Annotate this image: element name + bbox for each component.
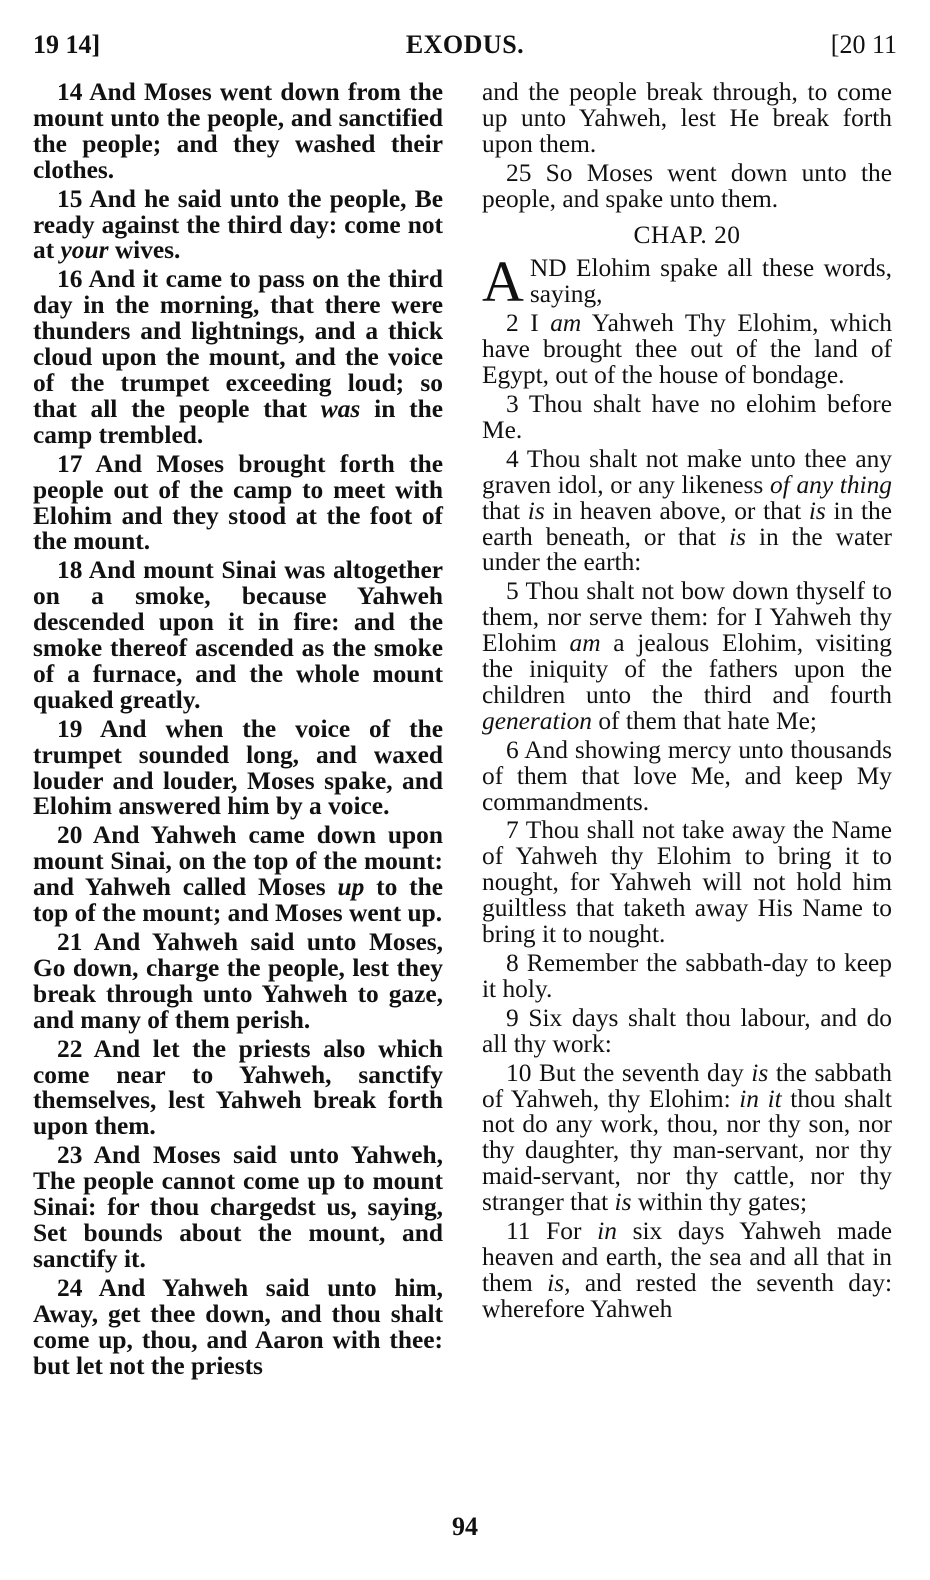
italic-text: generation — [482, 706, 593, 735]
italic-text: up — [337, 873, 365, 902]
verse-paragraph: 6 And showing mercy unto thousands of them that love Me, and keep My commandments. — [482, 735, 892, 816]
chapter-heading: CHAP. 20 — [633, 220, 741, 249]
italic-text: is — [751, 1058, 769, 1087]
italic-text: in — [597, 1217, 617, 1246]
italic-text: is — [808, 496, 826, 525]
verse-paragraph: 23 And Moses said unto Yahweh, The people cannot come up to mount Sinai: for thou chargedst us, saying, Set bounds about the mount, and sanctify it. — [33, 1141, 443, 1273]
verse-paragraph: 20 And Yahweh came down upon mount Sinai, on the top of the mount: and Yahweh called Moses up to the top of the mount; and Moses went up. — [33, 821, 443, 928]
header-book-title: EXODUS. — [405, 30, 525, 59]
verse-paragraph: 24 And Yahweh said unto him, Away, get thee down, and thou shalt come up, thou, and Aaron with thee: but let not the priests — [33, 1273, 443, 1380]
verse-paragraph: 16 And it came to pass on the third day in the morning, that there were thunders and lightnings, and a thick cloud upon the mount, and the voice of the trumpet exceeding loud; so that all the people that was in the camp trembled. — [33, 265, 443, 449]
verse-paragraph: 2 I am Yahweh Thy Elohim, which have brought thee out of the land of Egypt, out of the house of bondage. — [482, 309, 892, 390]
italic-text: of any thing — [770, 470, 892, 499]
drop-cap-letter: A — [482, 249, 524, 315]
verse-continuation: and the people break through, to come up unto Yahweh, lest He break forth upon them. — [482, 78, 892, 158]
verse-paragraph: 18 And mount Sinai was altogether on a smoke, because Yahweh descended upon it in fire: and the smoke thereof ascended as the smoke of a furnace, and the whole mount quaked greatly. — [33, 556, 443, 714]
verse-paragraph: 17 And Moses brought forth the people out of the camp to meet with Elohim and they stood at the foot of the mount. — [33, 449, 443, 556]
left-column — [33, 80, 443, 1382]
page-header — [33, 30, 897, 70]
italic-text: is, — [547, 1268, 571, 1297]
italic-text: was — [320, 394, 361, 423]
italic-text: is — [527, 496, 545, 525]
verse-paragraph: 3 Thou shalt have no elohim before Me. — [482, 389, 892, 444]
italic-text: your — [60, 236, 109, 265]
verse-paragraph: 11 For in six days Yahweh made heaven and earth, the sea and all that in them is, and rested the seventh day: wherefore Yahweh — [482, 1217, 892, 1323]
italic-text: am — [569, 629, 601, 658]
verse-1-dropcap: AND Elohim spake all these words, saying, — [482, 249, 892, 315]
italic-text: is — [729, 522, 746, 551]
verse-paragraph: 5 Thou shalt not bow down thyself to them, nor serve them: for I Yahweh thy Elohim am a jealous Elohim, visiting the iniquity of the fathers upon the children unto the third and fourth generation of them that hate Me; — [482, 577, 892, 735]
italic-text: am — [550, 309, 582, 338]
verse-paragraph: 21 And Yahweh said unto Moses, Go down, charge the people, lest they break through unto Yahweh to gaze, and many of them perish. — [33, 928, 443, 1034]
verse-paragraph: 22 And let the priests also which come near to Yahweh, sanctify themselves, lest Yahweh break forth upon them. — [33, 1034, 443, 1141]
verse-paragraph: 25 So Moses went down unto the people, and spake unto them. — [482, 158, 892, 213]
verse-paragraph: 7 Thou shall not take away the Name of Yahweh thy Elohim to bring it to nought, for Yahweh will not hold him guiltless that taketh away His Name to bring it to nought. — [482, 816, 892, 949]
italic-text: in it — [739, 1084, 782, 1113]
verse-paragraph: 14 And Moses went down from the mount unto the people, and sanctified the people; and they washed their clothes. — [33, 78, 443, 184]
verse-paragraph: 15 And he said unto the people, Be ready against the third day: come not at your wives. — [33, 184, 443, 265]
header-verse-range-start: 19 14] — [33, 30, 101, 59]
verse-paragraph: 19 And when the voice of the trumpet sounded long, and waxed louder and louder, Moses spake, and Elohim answered him by a voice. — [33, 714, 443, 821]
verse-paragraph: 9 Six days shalt thou labour, and do all thy work: — [482, 1003, 892, 1058]
verse-paragraph: 4 Thou shalt not make unto thee any graven idol, or any likeness of any thing that is in heaven above, or that is in the earth beneath, or that is in the water under the earth: — [482, 444, 893, 577]
header-verse-range-end: [20 11 — [830, 30, 897, 59]
italic-text: is — [614, 1188, 632, 1217]
verse-paragraph: 8 Remember the sabbath-day to keep it holy. — [482, 949, 892, 1003]
page-number: 94 — [452, 1512, 478, 1541]
verse-paragraph: 10 But the seventh day is the sabbath of Yahweh, thy Elohim: in it thou shalt not do any work, thou, nor thy son, nor thy daughter, thy man-servant, nor thy maid-servant, nor thy cattle, nor thy stranger that is within thy gates; — [482, 1058, 893, 1217]
right-column — [482, 80, 892, 1326]
